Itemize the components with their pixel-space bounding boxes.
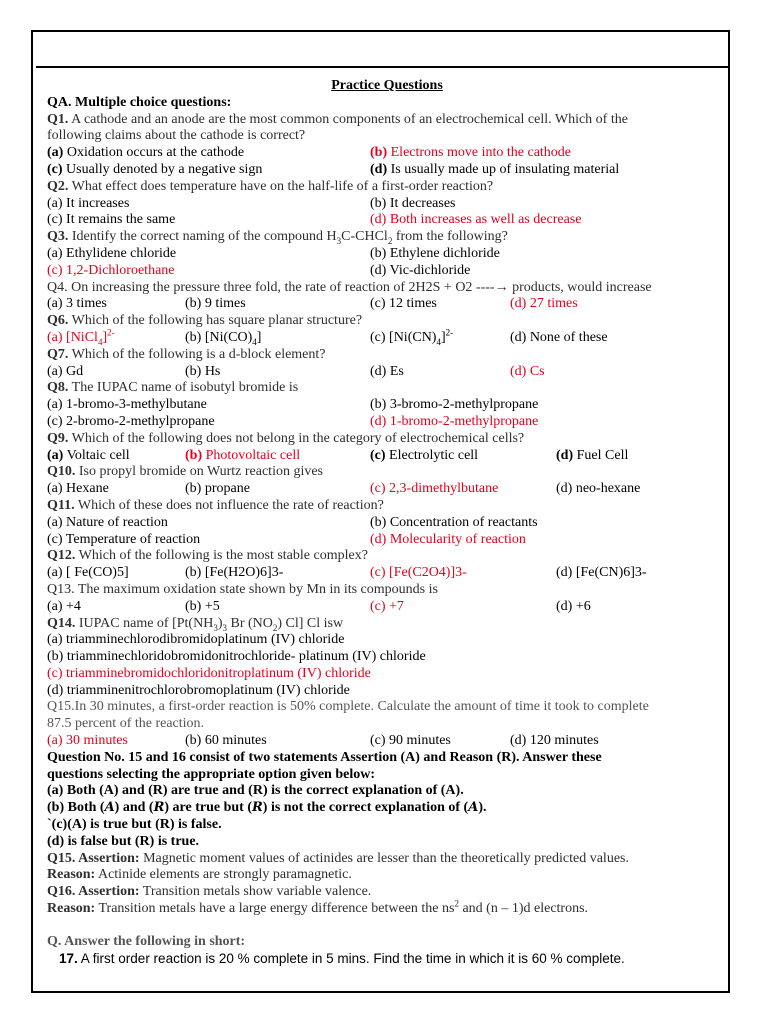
header-divider xyxy=(36,66,729,68)
option-c: (d) Es xyxy=(370,363,404,379)
option-c-answer: (c) +7 xyxy=(370,598,404,614)
option-c: (c) Electrolytic cell xyxy=(370,447,479,463)
options-row xyxy=(47,448,727,465)
option-c-answer: (c) [Fe(C2O4)]3- xyxy=(370,565,467,581)
options-row xyxy=(47,263,727,280)
section-heading: QA. Multiple choice questions: xyxy=(47,94,232,110)
option-c-answer: (c) 1,2-Dichloroethane xyxy=(47,262,175,278)
question-11: Q11. Which of these does not influence the rate of reaction? xyxy=(47,497,384,513)
option-d: (d) [Fe(CN)6]3- xyxy=(556,565,647,581)
question-15: Q15.In 30 minutes, a first-order reaction is 50% complete. Calculate the amount of time it took to complete xyxy=(47,699,649,715)
option-d-answer: (d) 27 times xyxy=(510,296,578,312)
option-b: (b) 60 minutes xyxy=(185,733,267,749)
question-8: Q8. The IUPAC name of isobutyl bromide is xyxy=(47,380,299,396)
option-d: (d) +6 xyxy=(556,598,591,614)
question-2: Q2. What effect does temperature have on the half-life of a first-order reaction? xyxy=(47,178,494,194)
question-12: Q12. Which of the following is the most stable complex? xyxy=(47,548,368,564)
option-d: (d) None of these xyxy=(510,329,608,345)
reason-16: Reason: Transition metals have a large energy difference between the $ns^2$ and (n – 1)d electrons. xyxy=(47,898,589,917)
ar-option-c: `(c)(A) is true but (R) is false. xyxy=(47,817,222,833)
option-b: (b) 3-bromo-2-methylpropane xyxy=(370,397,539,413)
option-a: (a) Hexane xyxy=(47,481,109,497)
option-a: (a) 1-bromo-3-methylbutane xyxy=(47,397,207,413)
question-13: Q13. The maximum oxidation state shown by Mn in its compounds is xyxy=(47,581,438,597)
option-d-answer: (d) Both increases as well as decrease xyxy=(370,212,582,228)
options-row xyxy=(47,397,727,414)
question-9: Q9. Which of the following does not belong in the category of electrochemical cells? xyxy=(47,430,525,446)
option-a-answer: (a) 30 minutes xyxy=(47,733,128,749)
option-d-answer: (d) Molecularity of reaction xyxy=(370,531,526,547)
question-text: A cathode and an anode are the most common components of an electrochemical cell. Which of the xyxy=(68,111,628,127)
options-row xyxy=(47,196,727,213)
options-row xyxy=(47,532,727,549)
option-b-answer: (b) Photovoltaic cell xyxy=(185,447,301,463)
assertion-reason-intro-cont: questions selecting the appropriate option given below: xyxy=(47,766,375,782)
option-d: (d) Is usually made up of insulating material xyxy=(370,161,620,177)
option-a: (a) Nature of reaction xyxy=(47,514,168,530)
options-row xyxy=(47,296,727,313)
option-b: (b) Hs xyxy=(185,363,221,379)
options-row xyxy=(47,145,727,162)
question-15-cont: 87.5 percent of the reaction. xyxy=(47,716,205,732)
ar-option-d: (d) is false but (R) is true. xyxy=(47,833,200,849)
option-b: (b) $[Ni(CO)_4]$ xyxy=(185,329,262,347)
option-c: (c) $[Ni(CN)_4]^{2-}$ xyxy=(370,327,454,347)
ar-option-b: (b) Both (A) and (R) are true but (R) is not the correct explanation of (A). xyxy=(47,800,487,816)
options-row xyxy=(47,364,727,381)
question-14: Q14. IUPAC name of [$Pt(NH_3)_3$ Br $(NO_2)$ Cl] Cl isw xyxy=(47,615,344,633)
option-d: (d) 120 minutes xyxy=(510,733,599,749)
question-7: Q7. Which of the following is a d-block element? xyxy=(47,346,326,362)
option-b: (b) [Fe(H2O)6]3- xyxy=(185,565,284,581)
option-a: (a) It increases xyxy=(47,195,130,211)
ar-option-a: (a) Both (A) and (R) are true and (R) is the correct explanation of (A). xyxy=(47,783,464,799)
option-a: (a) Oxidation occurs at the cathode xyxy=(47,145,245,161)
option-b: (b) +5 xyxy=(185,598,220,614)
options-row xyxy=(47,733,727,750)
option-d: (d) neo-hexane xyxy=(556,481,641,497)
options-row xyxy=(47,162,727,179)
option-a-answer: (a) [NiCl$_4$]$^{2-}$ xyxy=(47,327,115,347)
options-row xyxy=(47,212,727,229)
option-c: (c) 2-bromo-2-methylpropane xyxy=(47,413,215,429)
option-c: (c) Usually denoted by a negative sign xyxy=(47,161,263,177)
option-a: (a) Ethylidene chloride xyxy=(47,245,177,261)
option-b: (b) triamminechloridobromidonitrochloride- platinum (IV) chloride xyxy=(47,649,426,665)
page-title: Practice Questions xyxy=(331,78,443,93)
option-c-answer: (c) 2,3-dimethylbutane xyxy=(370,481,499,497)
question-17: 17. A first order reaction is 20 % complete in 5 mins. Find the time in which it is 60 % complete. xyxy=(59,950,625,966)
option-b: (b) propane xyxy=(185,481,250,497)
option-a: (a) Voltaic cell xyxy=(47,447,130,463)
question-sheet xyxy=(47,78,727,967)
option-c: (c) Temperature of reaction xyxy=(47,531,201,547)
option-c: (c) 90 minutes xyxy=(370,733,451,749)
assertion-15: Q15. Assertion: Magnetic moment values of actinides are lesser than the theoretically predicted values. xyxy=(47,850,629,866)
option-b-answer: (b) Electrons move into the cathode xyxy=(370,145,572,161)
option-c-answer: (c) triamminebromidochloridonitroplatinum (IV) chloride xyxy=(47,665,371,681)
option-a: (a) [ Fe(CO)5] xyxy=(47,565,129,581)
option-d: (d) triamminenitrochlorobromoplatinum (IV) chloride xyxy=(47,682,350,698)
options-row xyxy=(47,481,727,498)
option-b: (b) 9 times xyxy=(185,296,246,312)
option-d: (d) Vic-dichloride xyxy=(370,262,471,278)
options-row xyxy=(47,327,727,347)
question-6: Q6. Which of the following has square planar structure? xyxy=(47,313,363,329)
option-b: (b) Ethylene dichloride xyxy=(370,245,500,261)
options-row xyxy=(47,246,727,263)
question-1-cont: following claims about the cathode is correct? xyxy=(47,128,306,144)
question-10: Q10. Iso propyl bromide on Wurtz reaction gives xyxy=(47,464,324,480)
option-c: (c) 12 times xyxy=(370,296,437,312)
options-row xyxy=(47,515,727,532)
option-a: (a) 3 times xyxy=(47,296,107,312)
options-row xyxy=(47,599,727,616)
option-a: (a) triamminechlorodibromidoplatinum (IV) chloride xyxy=(47,632,345,648)
option-b: (b) It decreases xyxy=(370,195,456,211)
option-d: (d) Fuel Cell xyxy=(556,447,629,463)
option-b: (b) Concentration of reactants xyxy=(370,514,538,530)
question-3: Q3. Identify the correct naming of the compound $H_3C-CHCl_2$ from the following? xyxy=(47,229,508,246)
options-row xyxy=(47,414,727,431)
option-c: (c) It remains the same xyxy=(47,212,176,228)
question-1 xyxy=(47,112,727,129)
option-d-answer: (d) 1-bromo-2-methylpropane xyxy=(370,413,539,429)
reason-15: Reason: Actinide elements are strongly paramagnetic. xyxy=(47,867,352,883)
option-a: (a) +4 xyxy=(47,598,81,614)
short-answer-heading: Q. Answer the following in short: xyxy=(47,933,246,949)
assertion-16: Q16. Assertion: Transition metals show variable valence. xyxy=(47,884,372,900)
question-4: Q4. On increasing the pressure three fold, the rate of reaction of 2H2S + O2 ----→ products, would increase xyxy=(47,279,652,295)
options-row xyxy=(47,565,727,582)
question-number: Q1. xyxy=(47,111,69,127)
option-d-answer: (d) Cs xyxy=(510,363,545,379)
option-a: (a) Gd xyxy=(47,363,84,379)
assertion-reason-intro: Question No. 15 and 16 consist of two statements Assertion (A) and Reason (R). Answer these xyxy=(47,749,602,765)
